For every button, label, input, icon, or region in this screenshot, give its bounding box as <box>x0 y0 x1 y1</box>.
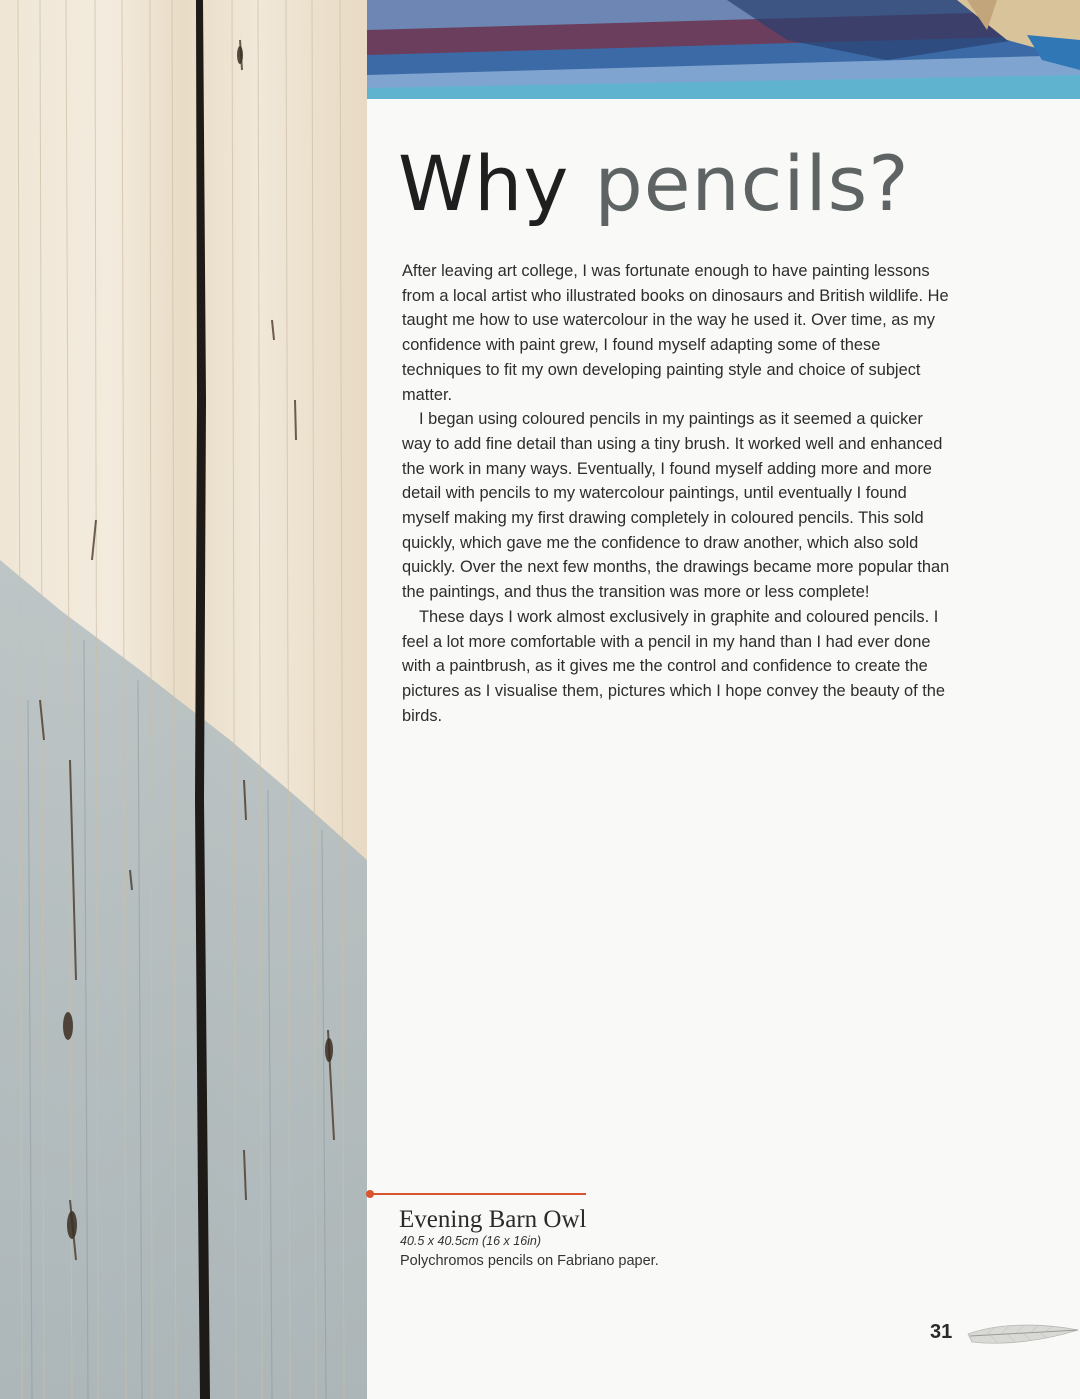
pencils-photo-strip <box>367 0 1080 99</box>
caption-title: Evening Barn Owl <box>399 1206 587 1233</box>
page-title <box>398 136 910 232</box>
body-text <box>402 259 954 728</box>
paragraph-2: I began using coloured pencils in my paintings as it seemed a quicker way to add fine detail than using a tiny brush. It worked well and enhanced the work in many ways. Eventually, I found myself adding more and more detail with pencils to my watercolour paintings, until eventually I found myself making my first drawing completely in coloured pencils. This sold quickly, which gave me the confidence to draw another, which also sold quickly. Over the next few months, the drawings became more popular than the paintings, and thus the transition was more or less complete! <box>402 410 950 602</box>
wood-planks-illustration <box>0 0 367 1399</box>
paragraph-1: After leaving art college, I was fortunate enough to have painting lessons from a local artist who illustrated books on dinosaurs and British wildlife. He taught me how to use watercolour in the way he used it. Over time, as my confidence with paint grew, I found myself adapting some of these techniques to fit my own developing painting style and choice of subject matter. <box>402 262 949 404</box>
title-word-1: Why <box>398 139 570 228</box>
caption-medium: Polychromos pencils on Fabriano paper. <box>400 1253 659 1269</box>
page-number: 31 <box>930 1321 953 1343</box>
title-word-2: pencils? <box>594 139 910 228</box>
paragraph-3: These days I work almost exclusively in graphite and coloured pencils. I feel a lot more comfortable with a pencil in my hand than I had ever done with a paintbrush, as it gives me the control and confidence to create the pictures as I visualise them, pictures which I hope convey the beauty of the birds. <box>402 607 946 725</box>
caption-pointer-line <box>371 1193 586 1195</box>
feather-icon <box>966 1318 1080 1352</box>
caption-dimensions: 40.5 x 40.5cm (16 x 16in) <box>400 1234 542 1248</box>
